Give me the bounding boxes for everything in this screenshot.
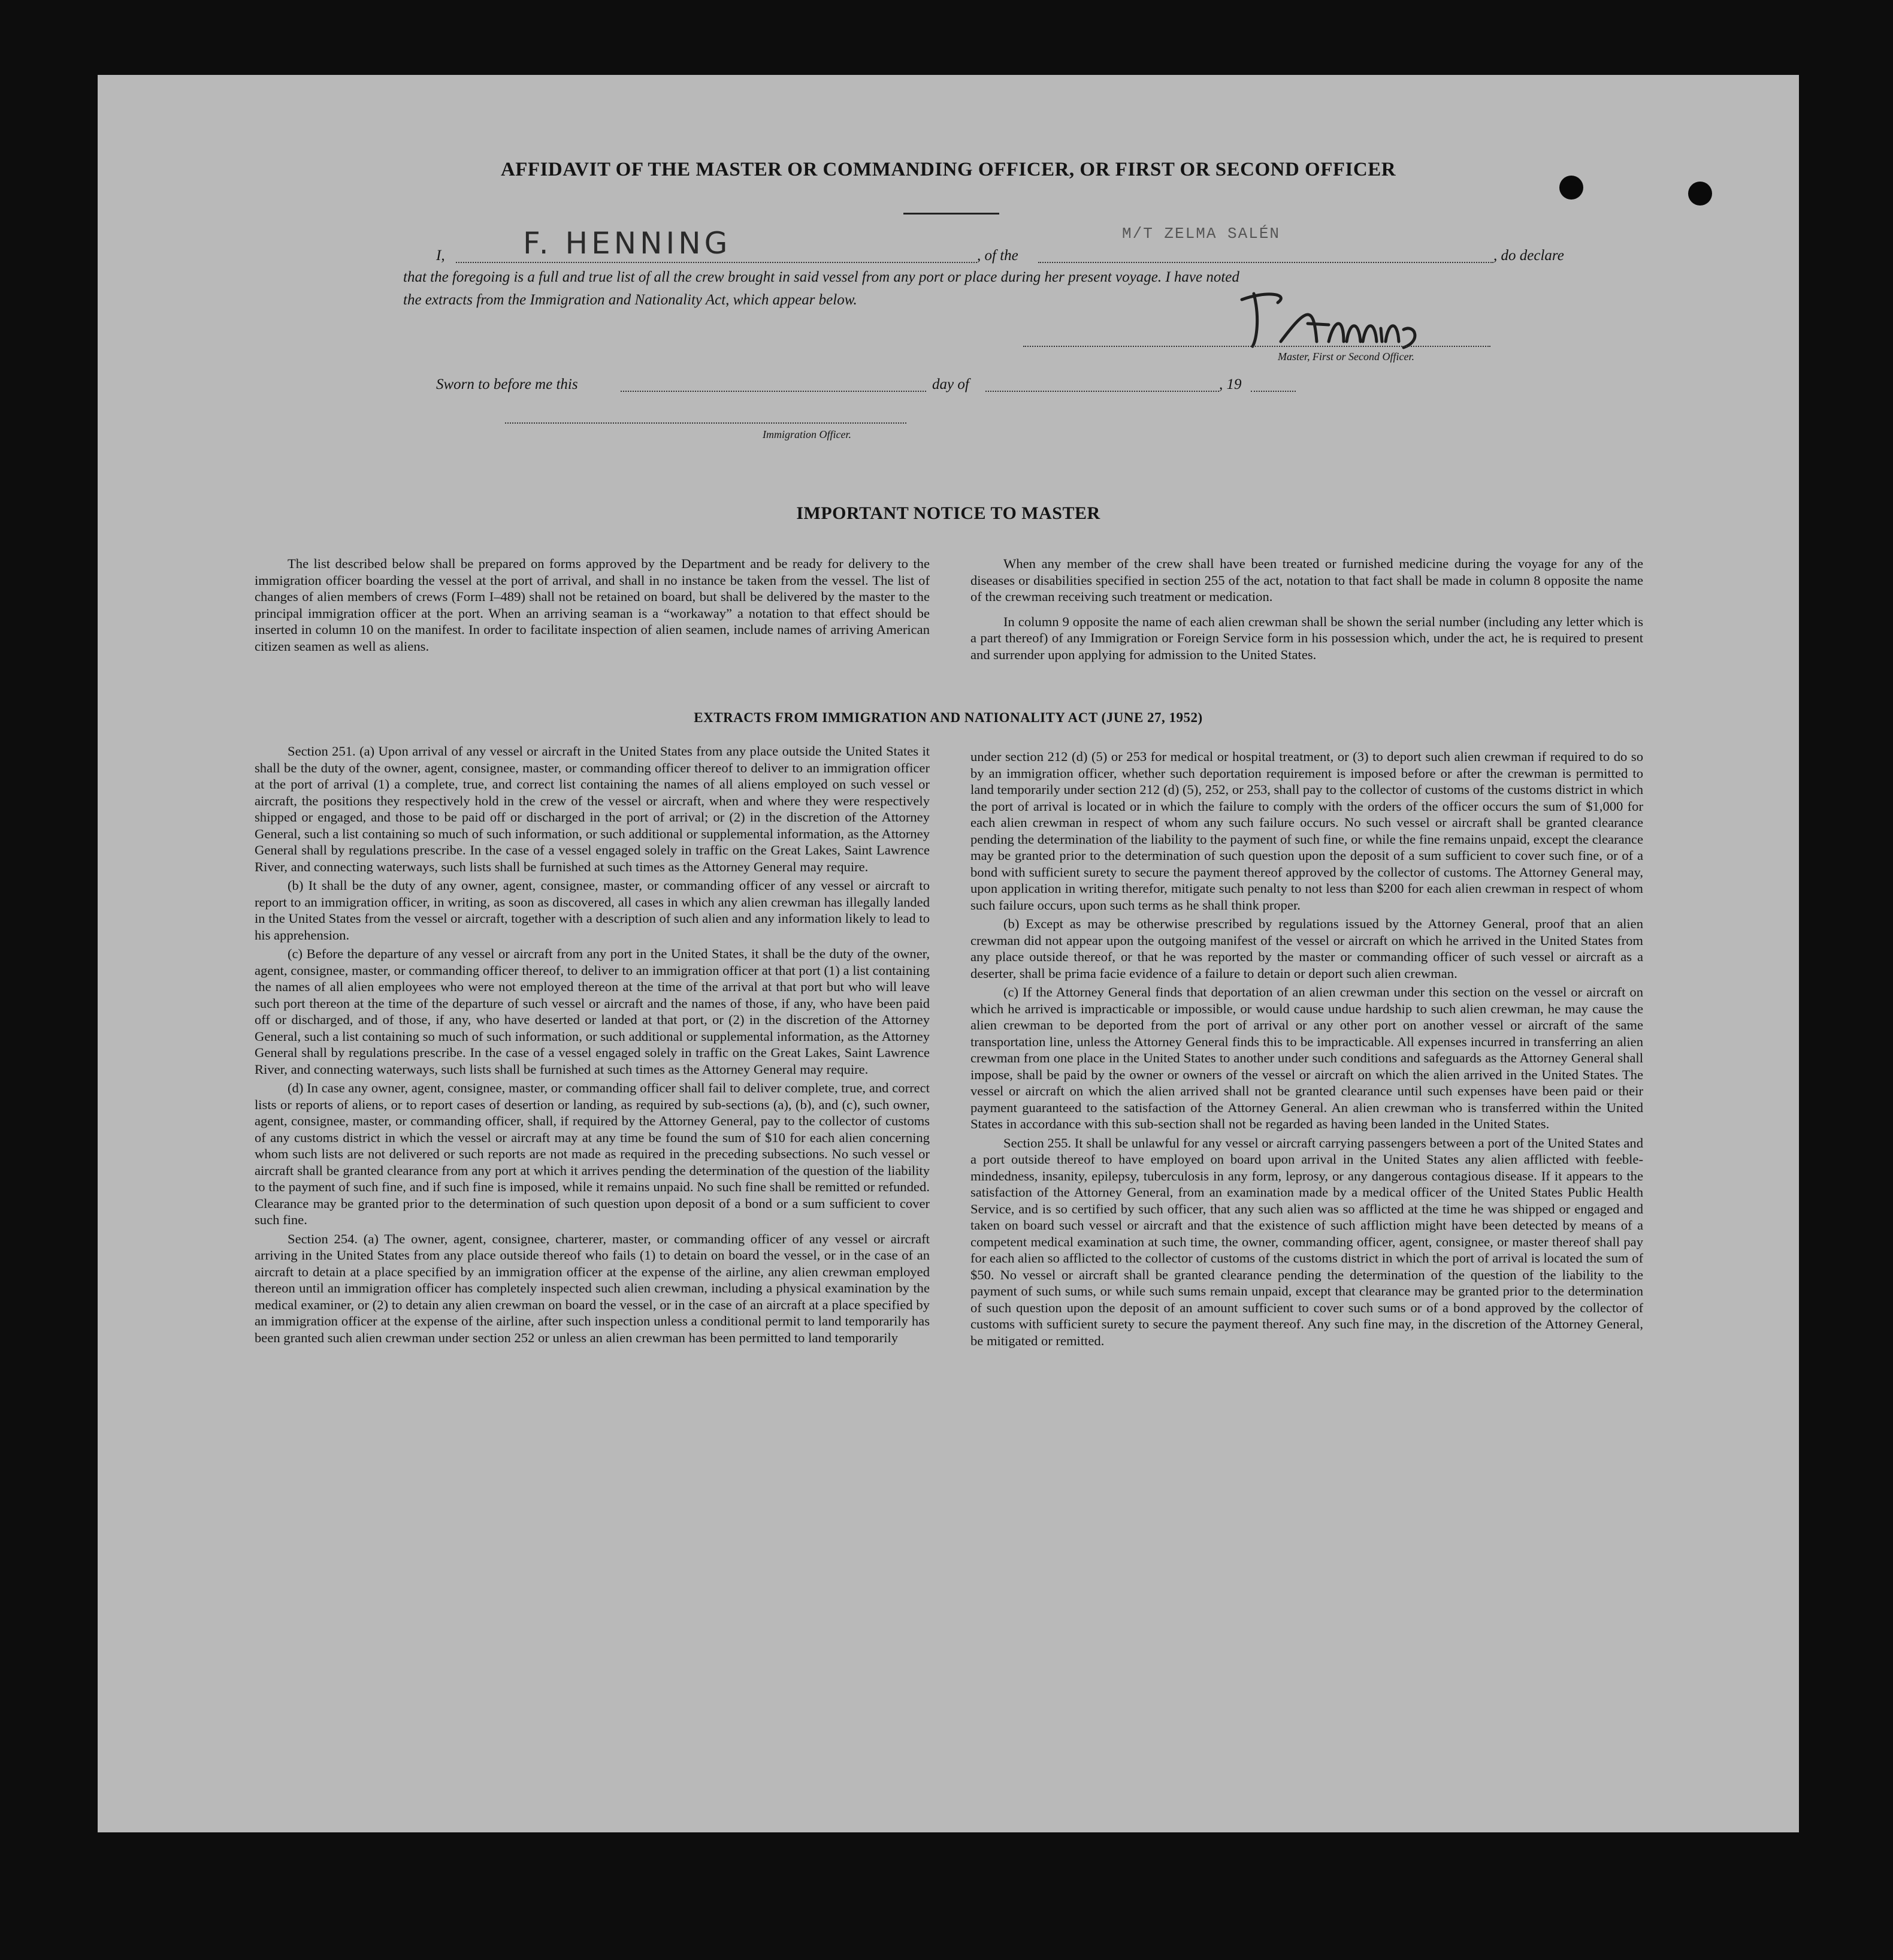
declaration-prefix: I, (436, 247, 445, 264)
section-254-c: (c) If the Attorney General finds that deportation of an alien crewman under this section on the vessel or aircraft on which he arrived is impracticable or impossible, or would cause undue hardship to such alien crewman, he may cause the alien crewman to be deported from the port of arrival or any other port on another vessel or aircraft of the same transportation line, unless the Attorney General finds this to be impracticable. All expenses incurred in transferring an alien crewman from one place in the United States to another under such conditions and safeguards as the Attorney General shall impose, shall be paid by the owner or owners of the vessel or aircraft on which the alien arrived in the United States. The vessel or aircraft on which the alien arrived shall not be granted clearance until such expenses have been paid or their payment guaranteed to the satisfaction of the Attorney General. An alien crewman who is transferred within the United States in accordance with this sub-section shall not be regarded as having been landed in the United States. (970, 984, 1643, 1131)
title-divider (903, 213, 999, 215)
immigration-officer-line (505, 422, 906, 424)
notice-left-paragraph: The list described below shall be prepared on forms approved by the Department and be ready for delivery to the immigration officer boarding the vessel at the port of arrival, and shall in no instance be taken from the vessel. The list of changes of alien members of crews (Form I–489) shall not be retained on board, but shall be delivered by the master to the principal immigration officer at the port. When an arriving seaman is a “workaway” a notation to that effect should be inserted in column 10 on the manifest. In order to facilitate inspection of alien seamen, include names of arriving American citizen seamen as well as aliens. (255, 556, 930, 654)
declaration-line-3: the extracts from the Immigration and Nationality Act, which appear below. (403, 292, 857, 308)
extracts-title: EXTRACTS FROM IMMIGRATION AND NATIONALITY ACT (JUNE 27, 1952) (694, 710, 1203, 725)
immigration-officer-caption: Immigration Officer. (763, 428, 851, 440)
section-254-b: (b) Except as may be otherwise prescribed by regulations issued by the Attorney General, proof that an alien crewman did not appear upon the outgoing manifest of the vessel or aircraft on which he arrived in the United States from any place outside thereof, or that he was reported by the master or commanding officer of such vessel or aircraft as a deserter, shall be prima facie evidence of a failure to detain or deport such alien crewman. (970, 916, 1643, 981)
sworn-day-label: day of (932, 376, 969, 392)
sworn-year-blank (1251, 391, 1296, 392)
sworn-month-blank (985, 391, 1219, 392)
notice-left-column (255, 555, 930, 657)
notice-right-column (970, 555, 1643, 665)
affidavit-title: AFFIDAVIT OF THE MASTER OR COMMANDING OFFICER, OR FIRST OR SECOND OFFICER (500, 159, 1396, 180)
sworn-prefix: Sworn to before me this (436, 376, 578, 392)
section-251-b: (b) It shall be the duty of any owner, agent, consignee, master, or commanding officer of any vessel or aircraft to report to an immigration officer, in writing, as soon as discovered, all cases in which any alien crewman has illegally landed in the United States from the vessel or aircraft, together with a description of such alien and any information likely to lead to his apprehension. (255, 878, 930, 943)
section-254-a: Section 254. (a) The owner, agent, consignee, charterer, master, or commanding officer of any vessel or aircraft arriving in the United States from any place outside thereof who fails (1) to detain on board the vessel, or in the case of an aircraft to detain at a place specified by an immigration officer at the expense of the airline, any alien crewman employed thereon until an immigration officer has completely inspected such alien crewman, including a physical examination by the medical examiner, or (2) to detain any alien crewman on board the vessel, or in the case of an aircraft at a place specified by an immigration officer at the expense of the airline, after such inspection unless a conditional permit to land temporarily has been granted such alien crewman under section 252 or unless an alien crewman has been permitted to land temporarily (255, 1231, 930, 1345)
section-255: Section 255. It shall be unlawful for any vessel or aircraft carrying passengers between a port of the United States and a port outside thereof to have employed on board upon arrival in the United States any alien afflicted with feeble-mindedness, insanity, epilepsy, tuberculosis in any form, leprosy, or any dangerous contagious disease. If it appears to the satisfaction of the Attorney General, from an examination made by a medical officer of the United States Public Health Service, and is so certified by such officer, that any such alien was so afflicted at the time he was shipped or engaged and taken on board such vessel or aircraft and that the existence of such affliction might have been detected by means of a competent medical examination at such time, the owner, commanding officer, agent, consignee, or master thereof shall pay for each alien so afflicted to the collector of customs of the customs district in which the port of arrival is located the sum of $50. No vessel or aircraft shall be granted clearance pending the determination of the question of the liability to the payment of such sums, or while such sums remain unpaid, except that clearance may be granted prior to the determination of such question upon the deposit of an amount sufficient to cover such sums or of a bond approved by the collector of customs with sufficient surety to secure the payment thereof. Any such fine may, in the discretion of the Attorney General, be mitigated or remitted. (970, 1135, 1643, 1348)
master-signature (1224, 282, 1475, 354)
vessel-blank-line (1038, 262, 1493, 263)
signature-line (1023, 346, 1490, 347)
declaration-suffix: , do declare (1493, 247, 1564, 264)
extracts-right-column (970, 748, 1643, 1351)
signature-caption: Master, First or Second Officer. (1278, 351, 1414, 363)
sworn-year-label: , 19 (1219, 376, 1242, 392)
section-251-c: (c) Before the departure of any vessel or aircraft from any port in the United States, it shall be the duty of the owner, agent, consignee, master, or commanding officer thereof, to deliver to an immigration officer at that port (1) a list containing the names of all alien employees who were not employed thereon at the time of the arrival at that port but who will leave such port thereon at the time of the departure of such vessel or aircraft and the names of those, if any, who have been paid off or discharged, and of those, if any, who have deserted or landed at that port, or (2) in the discretion of the Attorney General, such a list containing so much of such information, or such additional or supplemental information, as the Attorney General shall by regulations prescribe. In the case of a vessel engaged solely in traffic on the Great Lakes, Saint Lawrence River, and connecting waterways, such lists shall be furnished at such times as the Attorney General may require. (255, 946, 930, 1077)
notice-right-paragraph-1: When any member of the crew shall have been treated or furnished medicine during the voyage for any of the diseases or disabilities specified in section 255 of the act, notation to that fact shall be made in column 8 opposite the name of the crewman receiving such treatment or medication. (970, 556, 1643, 604)
declaration-middle: , of the (977, 247, 1018, 264)
section-251-a: Section 251. (a) Upon arrival of any vessel or aircraft in the United States from any place outside the United States it shall be the duty of the owner, agent, consignee, master, or commanding officer thereof to deliver to an immigration officer at the port of arrival (1) a complete, true, and correct list containing the names of all aliens employed on such vessel or aircraft, the positions they respectively hold in the crew of the vessel or aircraft, when and where they were respectively shipped or engaged, and those to be paid off or discharged in the port of arrival; or (2) in the discretion of the Attorney General, such a list containing so much of such information, or such additional or supplemental information, as the Attorney General shall by regulations prescribe. In the case of a vessel engaged solely in traffic on the Great Lakes, Saint Lawrence River, and connecting waterways, such lists shall be furnished at such times as the Attorney General may require. (255, 744, 930, 874)
declaration-line-2: that the foregoing is a full and true list of all the crew brought in said vessel from any port or place during her present voyage. I have noted (403, 269, 1239, 285)
vessel-name: M/T ZELMA SALÉN (1122, 225, 1281, 243)
name-blank-line (456, 262, 977, 263)
section-251-d: (d) In case any owner, agent, consignee, master, or commanding officer shall fail to deliver complete, true, and correct lists or reports of aliens, or to report cases of desertion or landing, as required by sub-sections (a), (b), and (c), such owner, agent, consignee, master, or commanding officer, shall, if required by the Attorney General, pay to the collector of customs of any customs district in which the vessel or aircraft may at any time be found the sum of $10 for each alien concerning whom such lists are not delivered or such reports are not made as required in the preceding subsections. No such vessel or aircraft shall be granted clearance from any port at which it arrives pending the determination of the question of the liability to the payment of such fine, and if such fine is imposed, while it remains unpaid. No such fine shall be remitted or refunded. Clearance may be granted prior to the determination of such question upon deposit of a bond or a sum sufficient to cover such fine. (255, 1080, 930, 1227)
document-page (98, 75, 1799, 1832)
notice-right-paragraph-2: In column 9 opposite the name of each alien crewman shall be shown the serial number (including any letter which is a part thereof) of any Immigration or Foreign Service form in his possession which, under the act, he is required to present and surrender upon applying for admission to the United States. (970, 614, 1643, 662)
notice-title: IMPORTANT NOTICE TO MASTER (796, 503, 1100, 523)
officer-name-handwritten: F. HENNING (523, 226, 731, 261)
section-254-a-continued: under section 212 (d) (5) or 253 for medical or hospital treatment, or (3) to deport such alien crewman if required to do so by an immigration officer, whether such deportation requirement is imposed before or after the crewman is permitted to land temporarily under section 212 (d) (5), 252, or 253, shall pay to the collector of customs of the customs district in which the port of arrival is located or in which the failure to comply with the orders of the officer occurs the sum of $1,000 for each alien crewman in respect of whom any such failure occurs. No such vessel or aircraft shall be granted clearance pending the determination of the liability to the payment of such fine, or while the fine remains unpaid, except the clearance may be granted prior to the determination of such question upon the deposit of a sum sufficient to cover such fine, or of a bond with sufficient surety to secure the payment thereof approved by the collector of customs. The Attorney General may, upon application in writing therefor, mitigate such penalty to not less than $200 for each alien crewman in respect of whom such failure occurs, upon such terms as he shall think proper. (970, 749, 1643, 913)
punch-hole-right (1688, 182, 1712, 206)
extracts-left-column (255, 743, 930, 1348)
sworn-date-blank (621, 391, 926, 392)
